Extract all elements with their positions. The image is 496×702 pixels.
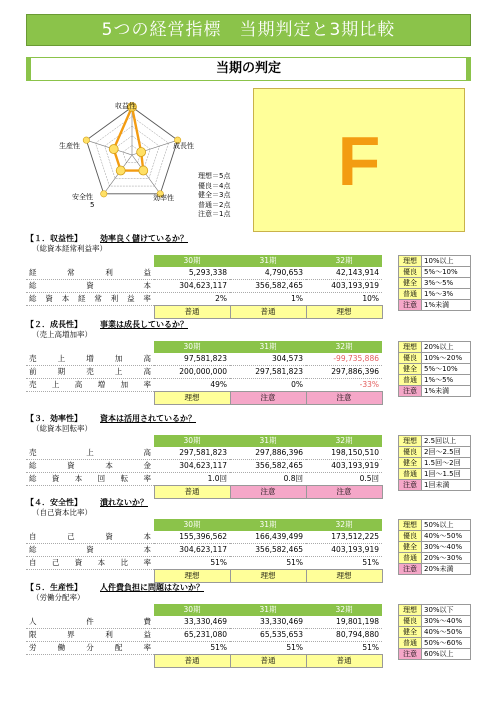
criteria-row [399,256,471,267]
current-period-banner [26,57,471,81]
page-title: 5つの経営指標 当期判定と3期比較 [101,20,396,40]
header-blank [26,255,154,267]
criteria-rank: 優良 [399,447,422,458]
criteria-row [399,627,471,638]
criteria-rank: 普通 [399,553,422,564]
radar-label-profitability: 収益性 [115,102,136,110]
row-value: -33% [306,379,382,392]
criteria-range: 50%以上 [422,520,471,531]
row-value: 297,886,396 [306,366,382,379]
row-value: 10% [306,293,382,306]
evaluation-badge: 理想 [306,570,382,583]
legend-item: 健全＝3点 [198,191,231,200]
indicator-table [26,341,383,405]
criteria-rank: 注意 [399,649,422,660]
period-header: 32期 [306,435,382,447]
criteria-row [399,267,471,278]
row-label-text: 限 界 利 益 [29,630,151,639]
row-label-text: 売 上 高 増 加 率 [29,380,151,389]
criteria-range: 2.5回以上 [422,436,471,447]
table-row [26,642,382,655]
period-header: 32期 [306,519,382,531]
grade-letter: F [337,122,381,200]
radar-bottom-value: 5 [90,201,95,209]
radar-axis-marker [83,137,89,143]
evaluation-badge: 普通 [154,655,230,668]
row-value: 97,581,823 [154,353,230,366]
section-1 [26,233,188,254]
indicator-table [26,519,383,583]
criteria-range: 30%〜40% [422,616,471,627]
criteria-row [399,616,471,627]
row-label [26,544,154,557]
criteria-range: 1%未満 [422,300,471,311]
table-row [26,267,382,280]
criteria-range: 1.5回〜2回 [422,458,471,469]
row-label [26,267,154,280]
period-header: 32期 [306,604,382,616]
row-value: 65,231,080 [154,629,230,642]
radar-axis-marker [101,191,107,197]
table-row [26,629,382,642]
evaluation-badge: 普通 [154,486,230,499]
table-row [26,280,382,293]
criteria-rank: 理想 [399,605,422,616]
criteria-range: 30%〜40% [422,542,471,553]
header-blank [26,519,154,531]
criteria-rank: 理想 [399,342,422,353]
criteria-rank: 健全 [399,278,422,289]
row-value: 2% [154,293,230,306]
row-label [26,353,154,366]
row-value: 297,886,396 [230,447,306,460]
row-label-text: 経 常 利 益 [29,268,151,277]
row-label [26,557,154,570]
row-value: 0% [230,379,306,392]
section-heading [26,319,188,330]
header-blank [26,435,154,447]
row-value: 33,330,469 [230,616,306,629]
table-row [26,460,382,473]
criteria-row [399,649,471,660]
criteria-row [399,289,471,300]
evaluation-badge: 普通 [230,306,306,319]
criteria-range: 50%〜60% [422,638,471,649]
period-header: 31期 [230,435,306,447]
row-value: 49% [154,379,230,392]
criteria-row [399,520,471,531]
criteria-rank: 優良 [399,267,422,278]
row-value: 155,396,562 [154,531,230,544]
table-header-row [26,519,382,531]
row-value: 0.5回 [306,473,382,486]
indicator-table [26,255,383,319]
evaluation-badge: 理想 [230,570,306,583]
row-value: 51% [230,642,306,655]
table-row [26,557,382,570]
criteria-range: 10%以上 [422,256,471,267]
period-header: 32期 [306,255,382,267]
criteria-row [399,458,471,469]
criteria-row [399,386,471,397]
criteria-row [399,564,471,575]
criteria-table [398,604,471,660]
radar-point [139,166,148,175]
row-label [26,460,154,473]
section-title: 【５．生産性】 [26,583,82,592]
indicator-table [26,435,383,499]
section-metric: （総資本回転率） [32,424,92,433]
evaluation-badge: 普通 [154,306,230,319]
section-question: 人件費負担に問題はないか？ [100,583,204,592]
period-header: 31期 [230,519,306,531]
section-heading [26,497,148,508]
row-value: 356,582,465 [230,280,306,293]
row-label-text: 人 件 費 [29,617,151,626]
period-header: 30期 [154,519,230,531]
row-value: 51% [306,557,382,570]
evaluation-badge: 理想 [306,306,382,319]
criteria-table [398,435,471,491]
section-metric: （総資本経常利益率） [32,244,107,253]
row-value: 42,143,914 [306,267,382,280]
section-heading [26,582,204,593]
section-title: 【２．成長性】 [26,320,82,329]
section-question: 事業は成長しているか？ [100,320,188,329]
row-label-text: 自 己 資 本 [29,532,151,541]
section-subtitle: 当期の判定 [215,61,281,76]
section-heading [26,233,188,244]
criteria-table [398,341,471,397]
table-row [26,379,382,392]
row-label [26,531,154,544]
criteria-rank: 優良 [399,616,422,627]
evaluation-badge: 普通 [306,655,382,668]
criteria-range: 2回〜2.5回 [422,447,471,458]
row-value: 403,193,919 [306,280,382,293]
criteria-row [399,480,471,491]
criteria-table [398,255,471,311]
row-label [26,616,154,629]
criteria-rank: 注意 [399,386,422,397]
legend-item: 普通＝2点 [198,200,231,209]
criteria-range: 20%以上 [422,342,471,353]
criteria-range: 30%以下 [422,605,471,616]
criteria-range: 10%〜20% [422,353,471,364]
table-header-row [26,341,382,353]
section-title: 【１．収益性】 [26,234,82,243]
row-value: 304,623,117 [154,544,230,557]
row-value: 200,000,000 [154,366,230,379]
row-label-text: 自 己 資 本 比 率 [29,558,151,567]
criteria-range: 1%未満 [422,386,471,397]
criteria-rank: 優良 [399,353,422,364]
criteria-row [399,436,471,447]
criteria-range: 3%〜5% [422,278,471,289]
section-3 [26,413,196,434]
score-legend [198,172,230,220]
header-blank [26,341,154,353]
evaluation-badge: 注意 [306,392,382,405]
row-label-text: 総 資 本 経 常 利 益 率 [29,294,151,303]
table-row [26,447,382,460]
criteria-range: 20%未満 [422,564,471,575]
evaluation-row [26,570,382,583]
period-header: 30期 [154,255,230,267]
criteria-range: 5%〜10% [422,364,471,375]
row-value: 297,581,823 [154,447,230,460]
legend-item: 理想＝5点 [198,172,231,180]
section-2 [26,319,188,340]
row-label [26,642,154,655]
criteria-rank: 普通 [399,289,422,300]
criteria-rank: 健全 [399,542,422,553]
row-value: 166,439,499 [230,531,306,544]
row-value: 80,794,880 [306,629,382,642]
section-question: 潰れないか？ [100,498,148,507]
radar-point [116,166,125,175]
evaluation-badge: 注意 [230,392,306,405]
section-metric: （売上高増加率） [32,330,92,339]
page-header [26,14,471,46]
section-question: 資本は活用されているか？ [100,414,196,423]
criteria-range: 1%〜3% [422,289,471,300]
row-value: 403,193,919 [306,544,382,557]
table-row [26,473,382,486]
criteria-row [399,638,471,649]
criteria-range: 60%以上 [422,649,471,660]
row-value: 51% [154,642,230,655]
criteria-range: 1回未満 [422,480,471,491]
criteria-range: 20%〜30% [422,553,471,564]
radar-label-productivity: 生産性 [59,142,80,150]
eval-blank [26,570,154,583]
evaluation-row [26,392,382,405]
section-4 [26,497,148,518]
section-title: 【４．安全性】 [26,498,82,507]
section-5 [26,582,204,603]
row-value: 5,293,338 [154,267,230,280]
radar-label-efficiency: 効率性 [153,194,174,202]
criteria-rank: 普通 [399,638,422,649]
criteria-rank: 注意 [399,300,422,311]
table-row [26,616,382,629]
eval-blank [26,392,154,405]
period-header: 30期 [154,604,230,616]
period-header: 31期 [230,604,306,616]
row-label-text: 売 上 高 [29,448,151,457]
row-value: 65,535,653 [230,629,306,642]
period-header: 31期 [230,341,306,353]
row-value: 403,193,919 [306,460,382,473]
row-label [26,280,154,293]
period-header: 30期 [154,341,230,353]
eval-blank [26,306,154,319]
criteria-row [399,342,471,353]
row-value: 1.0回 [154,473,230,486]
evaluation-row [26,306,382,319]
row-label-text: 労 働 分 配 率 [29,643,151,652]
eval-blank [26,655,154,668]
row-value: 356,582,465 [230,460,306,473]
section-metric: （労働分配率） [32,593,85,602]
row-value: 19,801,198 [306,616,382,629]
criteria-row [399,375,471,386]
row-value: 304,623,117 [154,460,230,473]
table-row [26,293,382,306]
table-header-row [26,604,382,616]
radar-label-safety: 安全性 [72,193,93,201]
table-header-row [26,435,382,447]
criteria-row [399,364,471,375]
indicator-table [26,604,383,668]
criteria-rank: 理想 [399,256,422,267]
period-header: 32期 [306,341,382,353]
criteria-row [399,447,471,458]
criteria-row [399,469,471,480]
row-value: 297,581,823 [230,366,306,379]
criteria-range: 1回〜1.5回 [422,469,471,480]
row-value: 33,330,469 [154,616,230,629]
row-value: 0.8回 [230,473,306,486]
row-label-text: 売 上 増 加 高 [29,354,151,363]
row-value: 304,573 [230,353,306,366]
criteria-rank: 注意 [399,564,422,575]
legend-item: 注意＝1点 [198,210,231,219]
row-value: 1% [230,293,306,306]
row-value: 356,582,465 [230,544,306,557]
criteria-row [399,553,471,564]
criteria-row [399,300,471,311]
row-label [26,366,154,379]
criteria-rank: 注意 [399,480,422,491]
row-label-text: 総 資 本 回 転 率 [29,474,151,483]
period-header: 31期 [230,255,306,267]
row-value: 51% [230,557,306,570]
evaluation-badge: 注意 [306,486,382,499]
row-value: 51% [154,557,230,570]
section-title: 【３．効率性】 [26,414,82,423]
period-header: 30期 [154,435,230,447]
row-label-text: 前 期 売 上 高 [29,367,151,376]
section-metric: （自己資本比率） [32,508,92,517]
table-row [26,544,382,557]
row-label [26,447,154,460]
criteria-rank: 理想 [399,436,422,447]
row-label [26,473,154,486]
evaluation-badge: 注意 [230,486,306,499]
criteria-range: 40%〜50% [422,627,471,638]
row-label-text: 総 資 本 [29,281,151,290]
row-value: 51% [306,642,382,655]
evaluation-badge: 普通 [230,655,306,668]
criteria-range: 5%〜10% [422,267,471,278]
evaluation-badge: 理想 [154,570,230,583]
criteria-range: 40%〜50% [422,531,471,542]
radar-label-growth: 成長性 [173,142,194,150]
row-label [26,293,154,306]
criteria-rank: 普通 [399,469,422,480]
grade-box [253,88,465,232]
criteria-row [399,605,471,616]
row-value: 173,512,225 [306,531,382,544]
evaluation-badge: 理想 [154,392,230,405]
legend-item: 優良＝4点 [198,181,231,190]
radar-point [137,148,146,157]
criteria-rank: 優良 [399,531,422,542]
table-row [26,353,382,366]
criteria-rank: 普通 [399,375,422,386]
criteria-row [399,353,471,364]
criteria-table [398,519,471,575]
criteria-row [399,542,471,553]
criteria-rank: 理想 [399,520,422,531]
radar-point [109,145,118,154]
row-value: 198,150,510 [306,447,382,460]
row-label-text: 総 資 本 金 [29,461,151,470]
criteria-row [399,278,471,289]
header-blank [26,604,154,616]
table-row [26,531,382,544]
row-label [26,629,154,642]
row-label-text: 総 資 本 [29,545,151,554]
row-value: -99,735,886 [306,353,382,366]
criteria-rank: 健全 [399,458,422,469]
table-row [26,366,382,379]
criteria-range: 1%〜5% [422,375,471,386]
criteria-rank: 健全 [399,364,422,375]
table-header-row [26,255,382,267]
criteria-rank: 健全 [399,627,422,638]
section-heading [26,413,196,424]
criteria-row [399,531,471,542]
row-label [26,379,154,392]
row-value: 4,790,653 [230,267,306,280]
section-question: 効率良く儲けているか？ [100,234,188,243]
row-value: 304,623,117 [154,280,230,293]
evaluation-row [26,655,382,668]
